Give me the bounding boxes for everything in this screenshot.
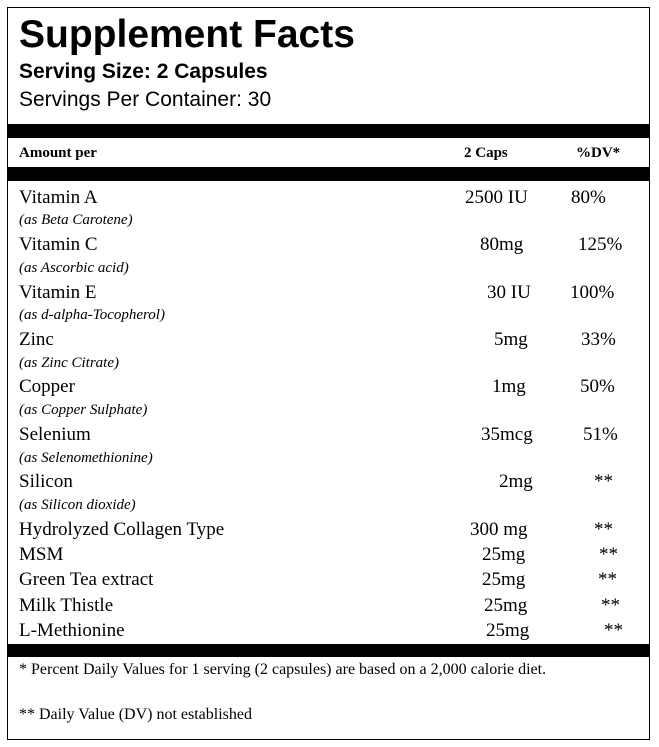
supplement-facts-panel: [7, 7, 650, 740]
nutrient-amount: 2mg: [499, 471, 533, 492]
nutrient-source: (as Copper Sulphate): [19, 402, 148, 418]
nutrient-amount: 25mg: [484, 595, 528, 616]
nutrient-dv: 100%: [570, 282, 615, 303]
servings-per-container: Servings Per Container: 30: [19, 88, 272, 111]
nutrient-source: (as Beta Carotene): [19, 212, 133, 228]
nutrient-amount: 300 mg: [470, 519, 528, 540]
serving-size: Serving Size: 2 Capsules: [19, 60, 268, 83]
nutrient-name: MSM: [19, 544, 64, 565]
nutrient-name: Copper: [19, 376, 75, 397]
header-amount-per: Amount per: [19, 145, 97, 161]
nutrient-source: (as Silicon dioxide): [19, 497, 136, 513]
nutrient-name: Vitamin E: [19, 282, 97, 303]
nutrient-dv: 33%: [581, 329, 616, 350]
nutrient-dv: 80%: [571, 187, 606, 208]
nutrient-name: L-Methionine: [19, 620, 125, 641]
header-dv: %DV*: [576, 145, 621, 161]
nutrient-name: Selenium: [19, 424, 91, 445]
nutrient-dv: 51%: [583, 424, 618, 445]
nutrient-amount: 25mg: [486, 620, 530, 641]
nutrient-name: Vitamin C: [19, 234, 98, 255]
nutrient-name: Zinc: [19, 329, 54, 350]
nutrient-amount: 2500 IU: [465, 187, 528, 208]
footnote-not-established: ** Daily Value (DV) not established: [19, 706, 252, 723]
nutrient-dv: 125%: [578, 234, 623, 255]
nutrient-source: (as Zinc Citrate): [19, 355, 119, 371]
nutrient-dv: **: [599, 544, 618, 565]
nutrient-dv: **: [594, 471, 613, 492]
nutrient-amount: 25mg: [482, 569, 526, 590]
nutrient-amount: 25mg: [482, 544, 526, 565]
nutrient-dv: 50%: [580, 376, 615, 397]
nutrient-name: Milk Thistle: [19, 595, 114, 616]
nutrient-amount: 1mg: [492, 376, 526, 397]
nutrient-dv: **: [604, 620, 623, 641]
nutrient-amount: 35mcg: [481, 424, 533, 445]
nutrient-dv: **: [598, 569, 617, 590]
footnote-daily-values: * Percent Daily Values for 1 serving (2 capsules) are based on a 2,000 calorie diet.: [19, 661, 547, 678]
nutrient-name: Silicon: [19, 471, 73, 492]
nutrient-dv: **: [601, 595, 620, 616]
nutrient-amount: 5mg: [494, 329, 528, 350]
divider-thick-top: [8, 124, 649, 138]
nutrient-name: Hydrolyzed Collagen Type: [19, 519, 225, 540]
nutrient-source: (as Selenomethionine): [19, 450, 153, 466]
nutrient-amount: 80mg: [480, 234, 524, 255]
nutrient-name: Green Tea extract: [19, 569, 154, 590]
header-caps: 2 Caps: [464, 145, 508, 161]
nutrient-source: (as Ascorbic acid): [19, 260, 129, 276]
panel-title: Supplement Facts: [19, 13, 355, 56]
nutrient-name: Vitamin A: [19, 187, 98, 208]
nutrient-amount: 30 IU: [487, 282, 531, 303]
divider-thick-header: [8, 167, 649, 181]
nutrient-dv: **: [594, 519, 613, 540]
nutrient-source: (as d-alpha-Tocopherol): [19, 307, 165, 323]
divider-thick-bottom: [8, 644, 649, 657]
